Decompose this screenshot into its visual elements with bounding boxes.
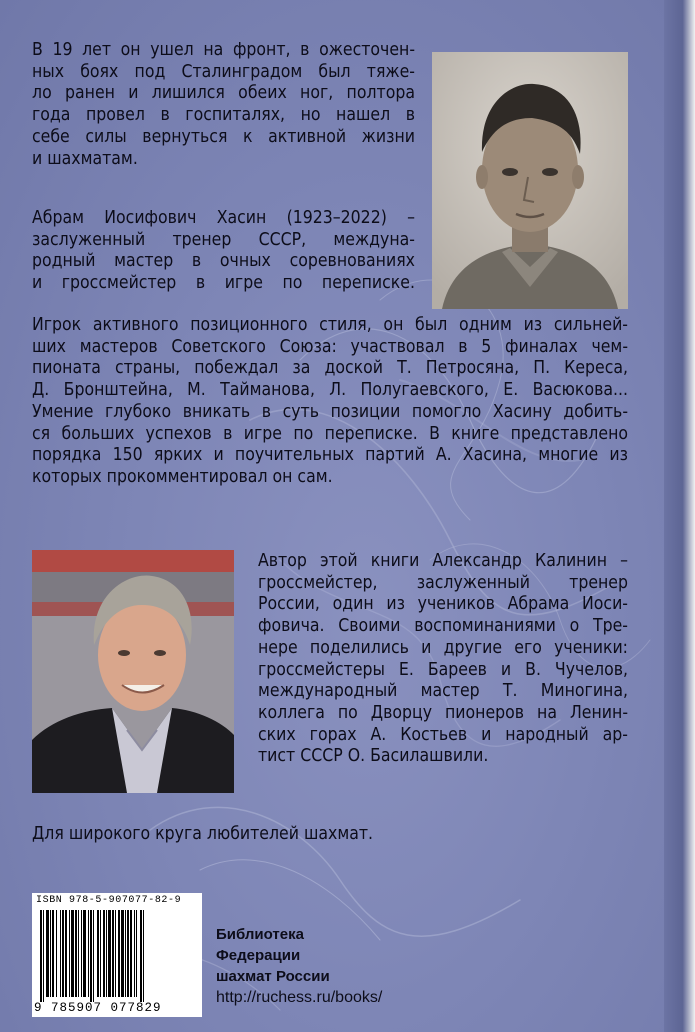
- barcode-bar: [121, 910, 124, 997]
- text-line: фовича. Своими воспоминаниями о Тре-: [258, 616, 628, 637]
- text-line: ших мастеров Советского Союза: участвовал в 5 финалах чем-: [32, 336, 628, 357]
- author-paragraph: [258, 551, 628, 768]
- publisher-line: Федерации: [216, 947, 301, 964]
- cover-edge: [664, 0, 695, 1032]
- portrait-illustration: [432, 52, 628, 309]
- barcode-bar: [118, 910, 120, 997]
- text-line: порядка 150 ярких и поучительных партий А. Хасина, многие из: [32, 445, 628, 466]
- text-line: гроссмейстер, заслуженный тренер: [258, 572, 628, 593]
- barcode-bar: [75, 910, 77, 997]
- barcode-bar: [52, 910, 54, 997]
- barcode-bar: [140, 910, 142, 1002]
- biography-paragraph-career-top: [32, 208, 415, 295]
- barcode-bar: [130, 910, 132, 997]
- isbn-number: ISBN 978-5-907077-82-9: [36, 895, 182, 906]
- barcode-bar: [78, 910, 79, 997]
- barcode-bar: [46, 910, 49, 997]
- barcode-bar: [83, 910, 86, 997]
- barcode-bar: [62, 910, 64, 997]
- text-line: ся больших успехов в игре по переписке. В книге представлено: [32, 423, 628, 444]
- barcode-bar: [90, 910, 92, 1002]
- text-line: В 19 лет он ушел на фронт, в ожесточен-: [32, 40, 415, 60]
- barcode-bar: [108, 910, 111, 997]
- text-line: года провел в госпиталях, но нашел в: [32, 105, 415, 126]
- barcode-bar: [136, 910, 137, 997]
- biography-paragraph-career-bottom: [32, 315, 628, 489]
- barcode-bars: [32, 893, 202, 1017]
- publisher-line: шахмат России: [216, 968, 330, 985]
- barcode-bar: [93, 910, 94, 1002]
- portrait-photo-author: [32, 550, 234, 793]
- barcode-bar: [40, 910, 42, 1002]
- text-line: и гроссмейстер в игре по переписке.: [32, 273, 415, 294]
- barcode-bar: [97, 910, 99, 997]
- text-line: Игрок активного позиционного стиля, он был одним из сильней-: [32, 315, 628, 335]
- barcode-bar: [106, 910, 107, 997]
- barcode-bar: [65, 910, 67, 997]
- text-line: тист СССР О. Басилашвили.: [258, 746, 489, 767]
- barcode-bar: [112, 910, 114, 997]
- barcode-bar: [71, 910, 74, 997]
- text-line: Автор этой книги Александр Калинин –: [258, 551, 628, 571]
- text-line: которых прокомментировал он сам.: [32, 466, 333, 487]
- barcode-bar: [125, 910, 126, 997]
- barcode-bar: [88, 910, 89, 997]
- text-line: Д. Бронштейна, М. Тайманова, Л. Полугаевского, Е. Васюкова...: [32, 380, 628, 401]
- text-line: и шахматам.: [32, 148, 138, 169]
- barcode-bar: [100, 910, 101, 997]
- biography-paragraph-war: [32, 40, 415, 170]
- portrait-photo-young-hasin: [432, 52, 628, 309]
- text-line: Абрам Иосифович Хасин (1923–2022) –: [32, 208, 415, 228]
- barcode-bar: [69, 910, 70, 997]
- text-line: гроссмейстеры Е. Бареев и В. Чучелов,: [258, 659, 628, 680]
- publisher-series: [216, 924, 330, 987]
- barcode-bar: [127, 910, 129, 997]
- publisher-url: http://ruchess.ru/books/: [216, 989, 383, 1006]
- barcode-bar: [115, 910, 116, 997]
- text-line: заслуженный тренер СССР, междуна-: [32, 229, 415, 250]
- barcode-bar: [143, 910, 144, 1002]
- text-line: ло ранен и лишился обеих ног, полтора: [32, 83, 415, 104]
- text-line: международный мастер Т. Миногина,: [258, 681, 628, 702]
- publisher-line: Библиотека: [216, 926, 304, 943]
- text-line: себе силы вернуться к активной жизни: [32, 126, 415, 147]
- audience-text: Для широкого круга любителей шахмат.: [32, 824, 374, 844]
- author-illustration: [32, 550, 234, 793]
- audience-line: [32, 824, 373, 846]
- barcode-bar: [81, 910, 82, 997]
- text-line: ных боях под Сталинградом был тяже-: [32, 61, 415, 82]
- barcode-number: 9 785907 077829: [34, 1001, 162, 1015]
- text-line: России, один из учеников Абрама Иоси-: [258, 594, 628, 615]
- barcode-bar: [56, 910, 57, 997]
- text-line: родный мастер в очных соревнованиях: [32, 251, 415, 272]
- text-line: коллега по Дворцу пионеров на Ленин-: [258, 702, 628, 723]
- barcode-bar: [43, 910, 44, 1002]
- barcode-bar: [50, 910, 51, 997]
- text-line: ских горах А. Костьев и народный ар-: [258, 724, 628, 745]
- text-line: нере поделились и другие его ученики:: [258, 637, 628, 658]
- text-line: пионата страны, побеждал за доской Т. Петросяна, П. Кереса,: [32, 358, 628, 379]
- barcode-bar: [60, 910, 61, 997]
- barcode-bar: [134, 910, 135, 997]
- isbn-barcode: [32, 893, 202, 1017]
- barcode-bar: [103, 910, 105, 997]
- text-line: Умение глубоко вникать в суть позиции помогло Хасину добить-: [32, 401, 628, 422]
